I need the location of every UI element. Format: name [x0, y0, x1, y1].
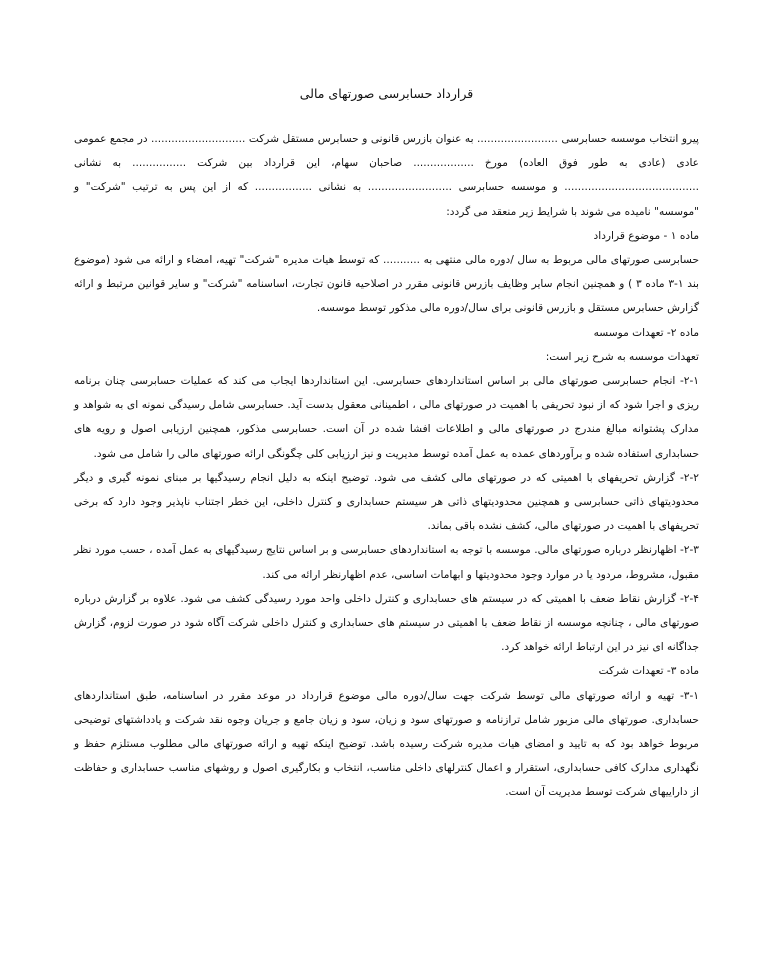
- article-1-paragraph: حسابرسی صورتهای مالی مربوط به سال /دوره مالی منتهی به ........... که توسط هیات مدیره "شرکت" تهیه، امضاء و ارائه می شود (موضوع بند ۱-۳ ماده ۳ ) و همچنین انجام سایر وظایف بازرس قانونی مقرر در اصلاحیه قانون تجارت، اساسنامه "شرکت" و سایر قوانین مرتبط و ارائه گزارش حسابرس مستقل و بازرس قانونی برای سال/دوره مالی مذکور توسط موسسه.: [74, 254, 700, 315]
- clause-2-2: ۲-۲- گزارش تحریفهای با اهمیتی که در صورتهای مالی کشف می شود. توضیح اینکه به دلیل انجام رسیدگیها بر مبنای نمونه گیری و دیگر محدودیتهای ذاتی حسابرسی و همچنین محدودیتهای ذاتی هر سیستم حسابداری و کنترل داخلی، این خطر اجتناب ناپذیر وجود دارد که برخی تحریفهای با اهمیت در صورتهای مالی، کشف نشده باقی بماند.: [74, 471, 699, 533]
- clause-3-1: ۳-۱- تهیه و ارائه صورتهای مالی توسط شرکت جهت سال/دوره مالی موضوع قرارداد در موعد مقرر در اساسنامه، طبق استانداردهای حسابداری. صورتهای مالی مزبور شامل ترازنامه و صورتهای سود و زیان، سود و زیان جامع و جریان وجوه نقد شرکت و یادداشتهای توضیحی مربوط خواهد بود که به تایید و امضای هیات مدیره شرکت رسیده باشد. توضیح اینکه تهیه و ارائه صورتهای مالی مطلوب مستلزم حفظ و نگهداری مدارک کافی حسابداری، استقرار و اعمال کنترلهای داخلی مناسب، انتخاب و بکارگیری اصول و روشهای مناسب حسابداری و حفاظت از داراییهای شرکت توسط مدیریت آن است.: [74, 689, 699, 799]
- clause-2-3: ۲-۳- اظهارنظر درباره صورتهای مالی. موسسه با توجه به استانداردهای حسابرسی و بر اساس نتایج رسیدگیهای به عمل آمده ، حسب مورد نظر مقبول، مشروط، مردود یا در موارد وجود محدودیتها و ابهامات اساسی، عدم اظهارنظر ارائه می کند.: [74, 544, 699, 581]
- clause-2-4: ۲-۴- گزارش نقاط ضعف با اهمیتی که در سیستم های حسابداری و کنترل داخلی واحد مورد رسیدگی کشف می شود. علاوه بر گزارش درباره صورتهای مالی ، چنانچه موسسه از نقاط ضعف با اهمیتی در سیستم های حسابداری و کنترل داخلی شرکت آگاه شود در صورت لزوم، گزارش جداگانه ای نیز در این ارتباط ارائه خواهد کرد.: [74, 592, 699, 654]
- intro-paragraph: پیرو انتخاب موسسه حسابرسی ........................ به عنوان بازرس قانونی و حسابرس مستقل شرکت ............................ در مجمع عمومی عادی (عادی به طور فوق العاده) مورخ .................. صاحبان سهام، این قرارداد بین شرکت ................ به نشانی ........................................ و موسسه حسابرسی ......................... به نشانی ................. که از این پس به ترتیب "شرکت" و "موسسه" نامیده می شوند با شرایط زیر منعقد می گردد:: [74, 133, 699, 218]
- article-3-heading: ماده ۳- تعهدات شرکت: [598, 665, 699, 678]
- clause-2-1: ۲-۱- انجام حسابرسی صورتهای مالی بر اساس استانداردهای حسابرسی. این استانداردها ایجاب می کند که عملیات حسابرسی چنان برنامه ریزی و اجرا شود که از نبود تحریفی با اهمیت در صورتهای مالی ، اطمینانی معقول بدست آید. حسابرسی شامل رسیدگی نمونه ای به شواهد و مدارک پشتوانه مبالغ مندرج در صورتهای مالی و اطلاعات افشا شده در آن است. حسابرسی مذکور، همچنین ارزیابی اصول و رویه های حسابداری استفاده شده و برآوردهای عمده به عمل آمده توسط مدیریت و نیز ارزیابی کلی چگونگی ارائه صورتهای مالی را شامل می شود.: [74, 375, 699, 460]
- article-2-intro: تعهدات موسسه به شرح زیر است:: [545, 350, 699, 363]
- document-body: [74, 127, 699, 805]
- document-title: قرارداد حسابرسی صورتهای مالی: [299, 86, 474, 101]
- article-2-heading: ماده ۲- تعهدات موسسه: [593, 326, 699, 339]
- article-1-heading: ماده ۱ - موضوع قرارداد: [593, 229, 699, 242]
